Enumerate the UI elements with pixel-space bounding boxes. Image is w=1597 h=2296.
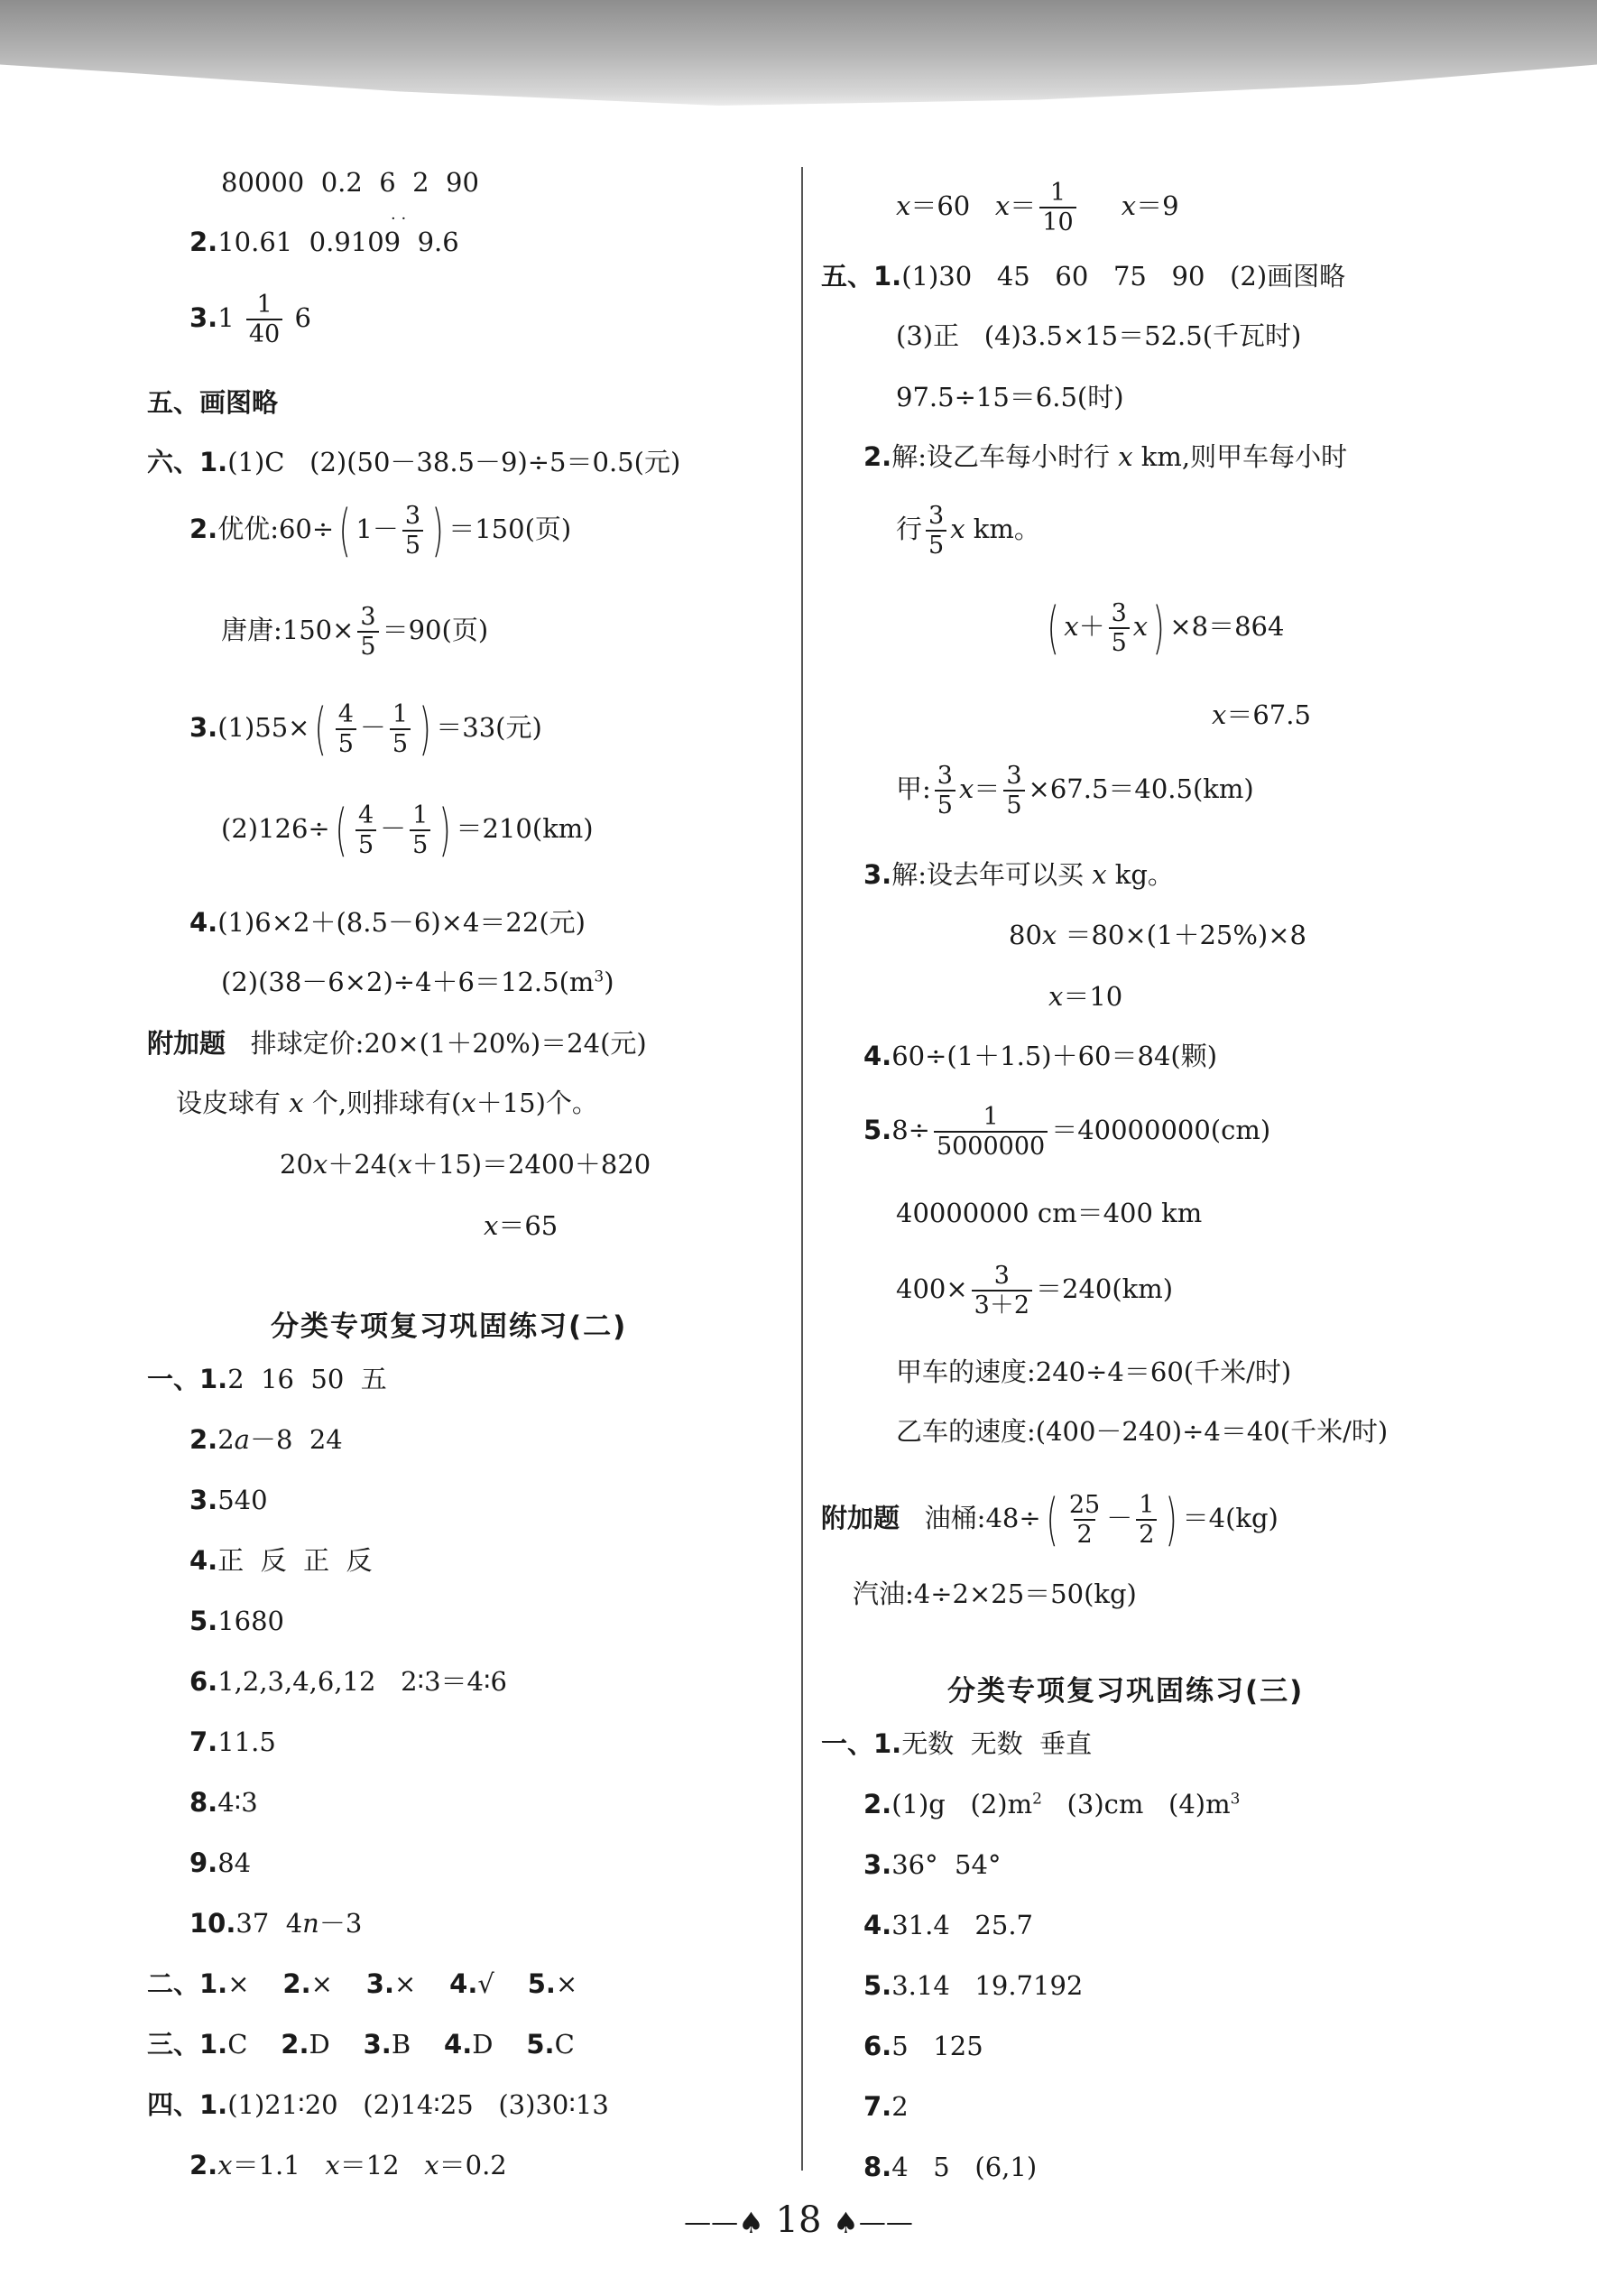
- answer-line: 甲车的速度:240÷4＝60(千米/时): [896, 1356, 1292, 1387]
- answer-line: 8.4∶3: [189, 1787, 258, 1818]
- answer-line: 10.37 4n－3: [189, 1908, 363, 1939]
- fraction: $\frac{4}{5}$: [355, 801, 376, 859]
- answer-line: 3.36° 54°: [863, 1849, 1002, 1880]
- answer-line: 唐唐:150× $\frac{3}{5}$ ＝90(页): [221, 603, 489, 662]
- answer-line: 4.31.4 25.7: [863, 1910, 1033, 1940]
- answer-line: 6.1,2,3,4,6,12 2∶3＝4∶6: [189, 1666, 508, 1697]
- answer-line: 乙车的速度:(400－240)÷4＝40(千米/时): [896, 1416, 1389, 1447]
- fraction: $\frac{3}{5}$: [1003, 762, 1024, 819]
- fraction: $\frac{25}{2}$: [1068, 1491, 1101, 1550]
- fraction: $\frac{3}{3+2}$: [972, 1262, 1032, 1319]
- answer-line: 3.(1)55×( $\frac{4}{5}$ － $\frac{1}{5}$ ) ＝33(元): [189, 696, 542, 763]
- answer-line: 97.5÷15＝6.5(时): [896, 382, 1124, 412]
- answer-line: 附加题 排球定价:20×(1＋20%)＝24(元): [147, 1028, 647, 1059]
- answer-line: 7.11.5: [189, 1727, 276, 1757]
- fraction: $\frac{1}{2}$: [1136, 1491, 1157, 1549]
- column-divider: [801, 167, 803, 2171]
- answer-line: 3.540: [189, 1485, 268, 1515]
- fraction: $\frac{4}{5}$: [336, 700, 356, 758]
- fraction: $\frac{3}{5}$: [926, 502, 946, 560]
- answer-line: 3.1 $\frac{1}{40}$ 6: [189, 291, 311, 349]
- answer-line: $(2)(38-6\times 2)\div 4+6=12.5(m^3)$: [221, 967, 614, 997]
- top-decoration-band: [0, 0, 1597, 117]
- answer-line: 80x ＝80×(1＋25%)×8: [1009, 920, 1306, 950]
- answer-line: 40000000 cm＝400 km: [896, 1198, 1203, 1228]
- page-number: 18: [775, 2199, 822, 2241]
- answer-line: 400× $\frac{3}{3+2}$ ＝240(km): [896, 1262, 1174, 1320]
- answer-line: x＝10: [1048, 981, 1123, 1012]
- repeating-decimal-dots: · ·: [391, 209, 407, 228]
- answer-line: 二、1.× 2.× 3.× 4.√ 5.×: [147, 1968, 578, 1999]
- answer-line: 80000 0.2 6 2 90: [221, 167, 479, 198]
- fraction: $\frac{1}{40}$: [246, 291, 282, 348]
- fraction: $\frac{3}{5}$: [357, 603, 378, 661]
- answer-line: 5.8÷ $\frac{1}{5000000}$ ＝40000000(cm): [863, 1103, 1271, 1162]
- answer-line: x＝65: [484, 1210, 558, 1241]
- section-heading: 五、画图略: [147, 387, 279, 418]
- answer-line: x＝67.5: [1212, 699, 1311, 730]
- answer-line: 2.x＝1.1 x＝12 x＝0.2: [189, 2150, 507, 2180]
- section-title: 分类专项复习巩固练习(三): [947, 1675, 1305, 1708]
- answer-line: (2)126÷( $\frac{4}{5}$ － $\frac{1}{5}$ ) ＝210(km): [221, 797, 594, 864]
- footer-dash-right: ——: [858, 2207, 913, 2238]
- answer-line: 三、1.C 2.D 3.B 4.D 5.C: [147, 2029, 575, 2060]
- answer-line: 一、1.2 16 50 五: [147, 1364, 387, 1394]
- answer-line: 附加题 油桶:48÷( $\frac{25}{2}$ － $\frac{1}{2}$ ) ＝4(kg): [821, 1486, 1279, 1553]
- answer-line: 2.解:设乙车每小时行 x km,则甲车每小时: [863, 441, 1348, 472]
- answer-line: 六、1.(1)C (2)(50－38.5－9)÷5＝0.5(元): [147, 447, 681, 477]
- sprout-icon: ♠: [833, 2206, 859, 2240]
- footer-dash-left: ——: [684, 2207, 739, 2238]
- answer-line: 甲: $\frac{3}{5}$ x＝ $\frac{3}{5}$ ×67.5＝40.5(km): [896, 762, 1254, 820]
- answer-line: 五、1.(1)30 45 60 75 90 (2)画图略: [821, 261, 1346, 292]
- answer-line: 7.2: [863, 2091, 909, 2122]
- answer-line: 2.(1)g $(2)m^2$ (3)cm $(4)m^3$: [863, 1789, 1241, 1819]
- answer-line: 5.3.14 19.7192: [863, 1970, 1084, 2001]
- answer-line: 设皮球有 x 个,则排球有(x＋15)个。: [176, 1088, 598, 1118]
- answer-line: 20x＋24(x＋15)＝2400＋820: [280, 1149, 651, 1180]
- answer-line: 4.60÷(1＋1.5)＋60＝84(颗): [863, 1041, 1218, 1071]
- answer-line: ( x＋ $\frac{3}{5}$ x) ×8＝864: [1047, 595, 1285, 662]
- fraction: $\frac{3}{5}$: [402, 502, 423, 560]
- answer-line: 5.1680: [189, 1606, 285, 1636]
- answer-line: 2.10.61 0.9109 9.6: [189, 227, 459, 257]
- answer-line: 行 $\frac{3}{5}$ x km。: [896, 502, 1040, 560]
- answer-line: 汽油:4÷2×25＝50(kg): [853, 1578, 1137, 1609]
- answer-line: 四、1.(1)21∶20 (2)14∶25 (3)30∶13: [147, 2089, 609, 2120]
- answer-line: 4.正 反 正 反: [189, 1545, 373, 1576]
- fraction: $\frac{1}{5000000}$: [934, 1103, 1048, 1161]
- fraction: $\frac{1}{10}$: [1039, 179, 1075, 236]
- fraction: $\frac{3}{5}$: [1109, 599, 1130, 657]
- answer-line: 2.优优:60÷( 1－ $\frac{3}{5}$ ) ＝150(页): [189, 497, 572, 564]
- sprout-icon: ♠: [738, 2206, 764, 2240]
- answer-line: 3.解:设去年可以买 x kg。: [863, 859, 1174, 890]
- fraction: $\frac{1}{5}$: [410, 801, 430, 859]
- answer-line: 6.5 125: [863, 2031, 983, 2061]
- fraction: $\frac{3}{5}$: [935, 762, 955, 819]
- answer-line: x＝60 x＝ $\frac{1}{10}$ x＝9: [896, 179, 1179, 237]
- fraction: $\frac{1}{5}$: [390, 700, 411, 758]
- page-footer: [0, 2199, 1597, 2241]
- section-title: 分类专项复习巩固练习(二): [271, 1310, 628, 1343]
- answer-line: 8.4 5 (6,1): [863, 2152, 1038, 2182]
- answer-line: 一、1.无数 无数 垂直: [821, 1728, 1093, 1759]
- answer-line: 9.84: [189, 1847, 252, 1878]
- answer-line: 2.2a－8 24: [189, 1424, 343, 1455]
- answer-line: (3)正 (4)3.5×15＝52.5(千瓦时): [896, 320, 1302, 351]
- answer-line: 4.(1)6×2＋(8.5－6)×4＝22(元): [189, 907, 586, 938]
